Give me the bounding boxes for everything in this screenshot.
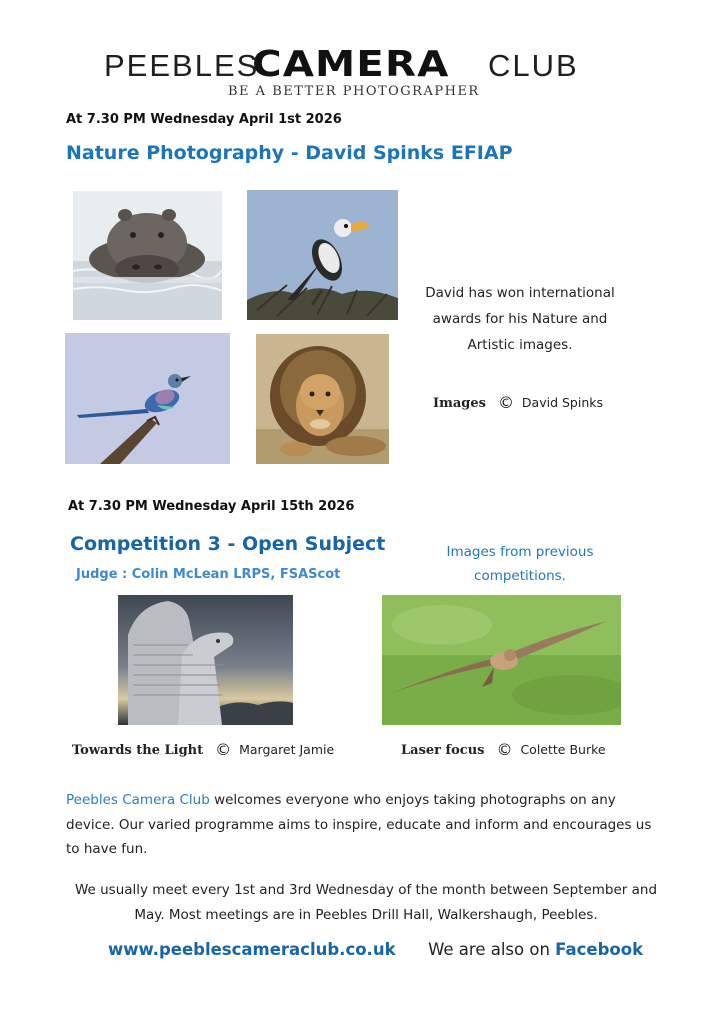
copyright-icon: © — [496, 740, 513, 759]
copyright-icon: © — [215, 740, 232, 759]
credit-name: David Spinks — [521, 395, 604, 410]
photo2-credit — [401, 739, 606, 758]
photo1-title: Towards the Light — [72, 743, 204, 758]
copyright-icon: © — [497, 393, 514, 412]
event2-title: Competition 3 - Open Subject — [70, 533, 386, 555]
kestrel-photo — [382, 595, 621, 725]
event1-image-credit — [433, 392, 603, 411]
previous-competitions-note — [410, 540, 630, 588]
event2-judge: Judge : Colin McLean LRPS, FSAScot — [76, 567, 341, 582]
meeting-info — [66, 878, 666, 927]
event1-title: Nature Photography - David Spinks EFIAP — [66, 142, 513, 164]
kelpies-photo — [118, 595, 293, 725]
description-line: awards for his Nature and — [432, 311, 608, 327]
about-text: welcomes everyone who enjoys taking photographs on any device. Our varied programme aims to inspire, educate and inform and encourages us to have fun. — [66, 792, 652, 857]
logo-camera: CAMERA — [252, 44, 450, 85]
logo-club: CLUB — [488, 48, 579, 83]
roller-photo — [65, 333, 230, 464]
meeting-line: May. Most meetings are in Peebles Drill Hall, Walkershaugh, Peebles. — [134, 906, 598, 923]
photo2-author: Colette Burke — [520, 742, 606, 757]
event1-date: At 7.30 PM Wednesday April 1st 2026 — [66, 112, 342, 127]
photo2-title: Laser focus — [401, 743, 485, 758]
about-paragraph — [66, 788, 666, 862]
meeting-line: We usually meet every 1st and 3rd Wednesday of the month between September and — [74, 882, 658, 898]
club-logo — [0, 44, 724, 104]
event2-date: At 7.30 PM Wednesday April 15th 2026 — [68, 499, 355, 514]
facebook-intro: We are also on — [428, 940, 550, 959]
photo1-author: Margaret Jamie — [239, 742, 335, 757]
footer — [108, 940, 643, 959]
description-line: Artistic images. — [467, 337, 573, 353]
club-name: Peebles Camera Club — [66, 792, 210, 808]
note-line: competitions. — [474, 568, 566, 584]
description-line: David has won international — [425, 285, 615, 301]
hornbill-photo — [247, 190, 398, 320]
event1-description — [412, 280, 628, 358]
logo-tagline: BE A BETTER PHOTOGRAPHER — [228, 84, 480, 99]
lion-photo — [256, 334, 389, 464]
website-link[interactable]: www.peeblescameraclub.co.uk — [108, 940, 396, 959]
photo1-credit — [72, 739, 334, 758]
credit-label: Images — [433, 396, 486, 411]
logo-peebles: PEEBLES — [104, 48, 260, 83]
hippo-photo — [73, 191, 222, 320]
facebook-link[interactable]: Facebook — [555, 940, 644, 959]
note-line: Images from previous — [446, 544, 594, 560]
